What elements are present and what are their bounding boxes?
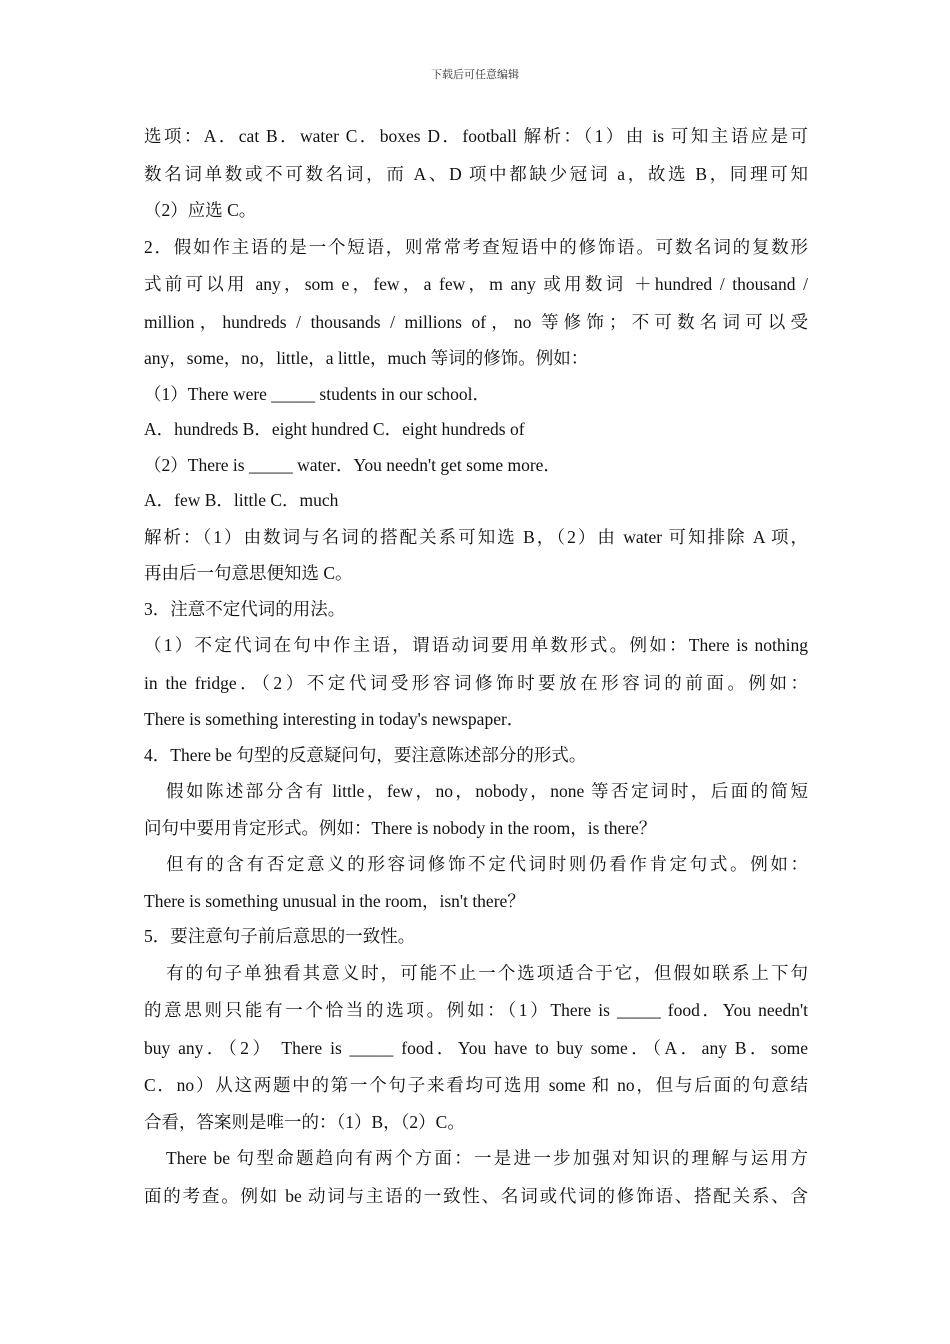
text-line: There is something interesting in today's newspaper． <box>144 709 525 729</box>
text-line: 4．There be 句型的反意疑问句，要注意陈述部分的形式。 <box>144 744 587 765</box>
text-line: 面的考查。例如 be 动词与主语的一致性、名词或代词的修饰语、搭配关系、含 <box>144 1185 808 1206</box>
text-line: 数名词单数或不可数名词，而 A、D 项中都缺少冠词 a，故选 B，同理可知 <box>144 163 808 184</box>
text-line: 问句中要用肯定形式。例如：There is nobody in the room，is there？ <box>144 817 657 838</box>
text-line: There be 句型命题趋向有两个方面：一是进一步加强对知识的理解与运用方 <box>166 1148 808 1168</box>
text-line: million，hundreds / thousands / millions of，no 等修饰；不可数名词可以受 <box>144 311 808 332</box>
text-line: 解析：（1）由数词与名词的搭配关系可知选 B，（2）由 water 可知排除 A 项， <box>144 526 808 547</box>
text-line: buy any．（2） There is _____ food．You have to buy some．（A．any B．some <box>144 1037 808 1058</box>
text-line: 再由后一句意思便知选 C。 <box>144 563 353 583</box>
text-line: 假如陈述部分含有 little，few，no，nobody，none 等否定词时，后面的简短 <box>166 781 808 801</box>
text-line: （2）There is _____ water．You needn't get some more． <box>144 454 561 475</box>
text-line: There is something unusual in the room，isn't there？ <box>144 890 525 911</box>
text-line: 的意思则只能有一个恰当的选项。例如：（1）There is _____ food．You needn't <box>144 1000 808 1020</box>
text-line: 但有的含有否定意义的形容词修饰不定代词时则仍看作肯定句式。例如： <box>166 854 808 874</box>
text-line: in the fridge．（2）不定代词受形容词修饰时要放在形容词的前面。例如： <box>144 672 808 693</box>
document-body <box>144 118 808 1215</box>
text-line: 选项：A．cat B．water C．boxes D．football 解析：（1）由 is 可知主语应是可 <box>144 126 808 146</box>
page-header-note: 下载后可任意编辑 <box>431 69 519 81</box>
text-line: A．few B．little C．much <box>144 490 339 510</box>
text-line: 5．要注意句子前后意思的一致性。 <box>144 926 416 946</box>
text-line: any，some，no，little，a little，much 等词的修饰。例如： <box>144 348 589 368</box>
text-line: 有的句子单独看其意义时，可能不止一个选项适合于它，但假如联系上下句 <box>166 962 808 983</box>
text-line: 式前可以用 any，som e，few，a few，m any 或用数词 ＋hundred / thousand / <box>144 274 808 294</box>
text-line: C．no）从这两题中的第一个句子来看均可选用 some 和 no，但与后面的句意结 <box>144 1075 808 1095</box>
text-line: （1）不定代词在句中作主语，谓语动词要用单数形式。例如：There is nothing <box>144 635 808 655</box>
text-line: （2）应选 C。 <box>144 200 257 220</box>
text-line: （1）There were _____ students in our school． <box>144 383 491 404</box>
text-line: 3．注意不定代词的用法。 <box>144 598 346 619</box>
text-line: 合看，答案则是唯一的：（1）B，（2）C。 <box>144 1111 465 1132</box>
text-line: A．hundreds B．eight hundred C．eight hundreds of <box>144 419 525 439</box>
text-line: 2．假如作主语的是一个短语，则常常考查短语中的修饰语。可数名词的复数形 <box>144 236 808 257</box>
